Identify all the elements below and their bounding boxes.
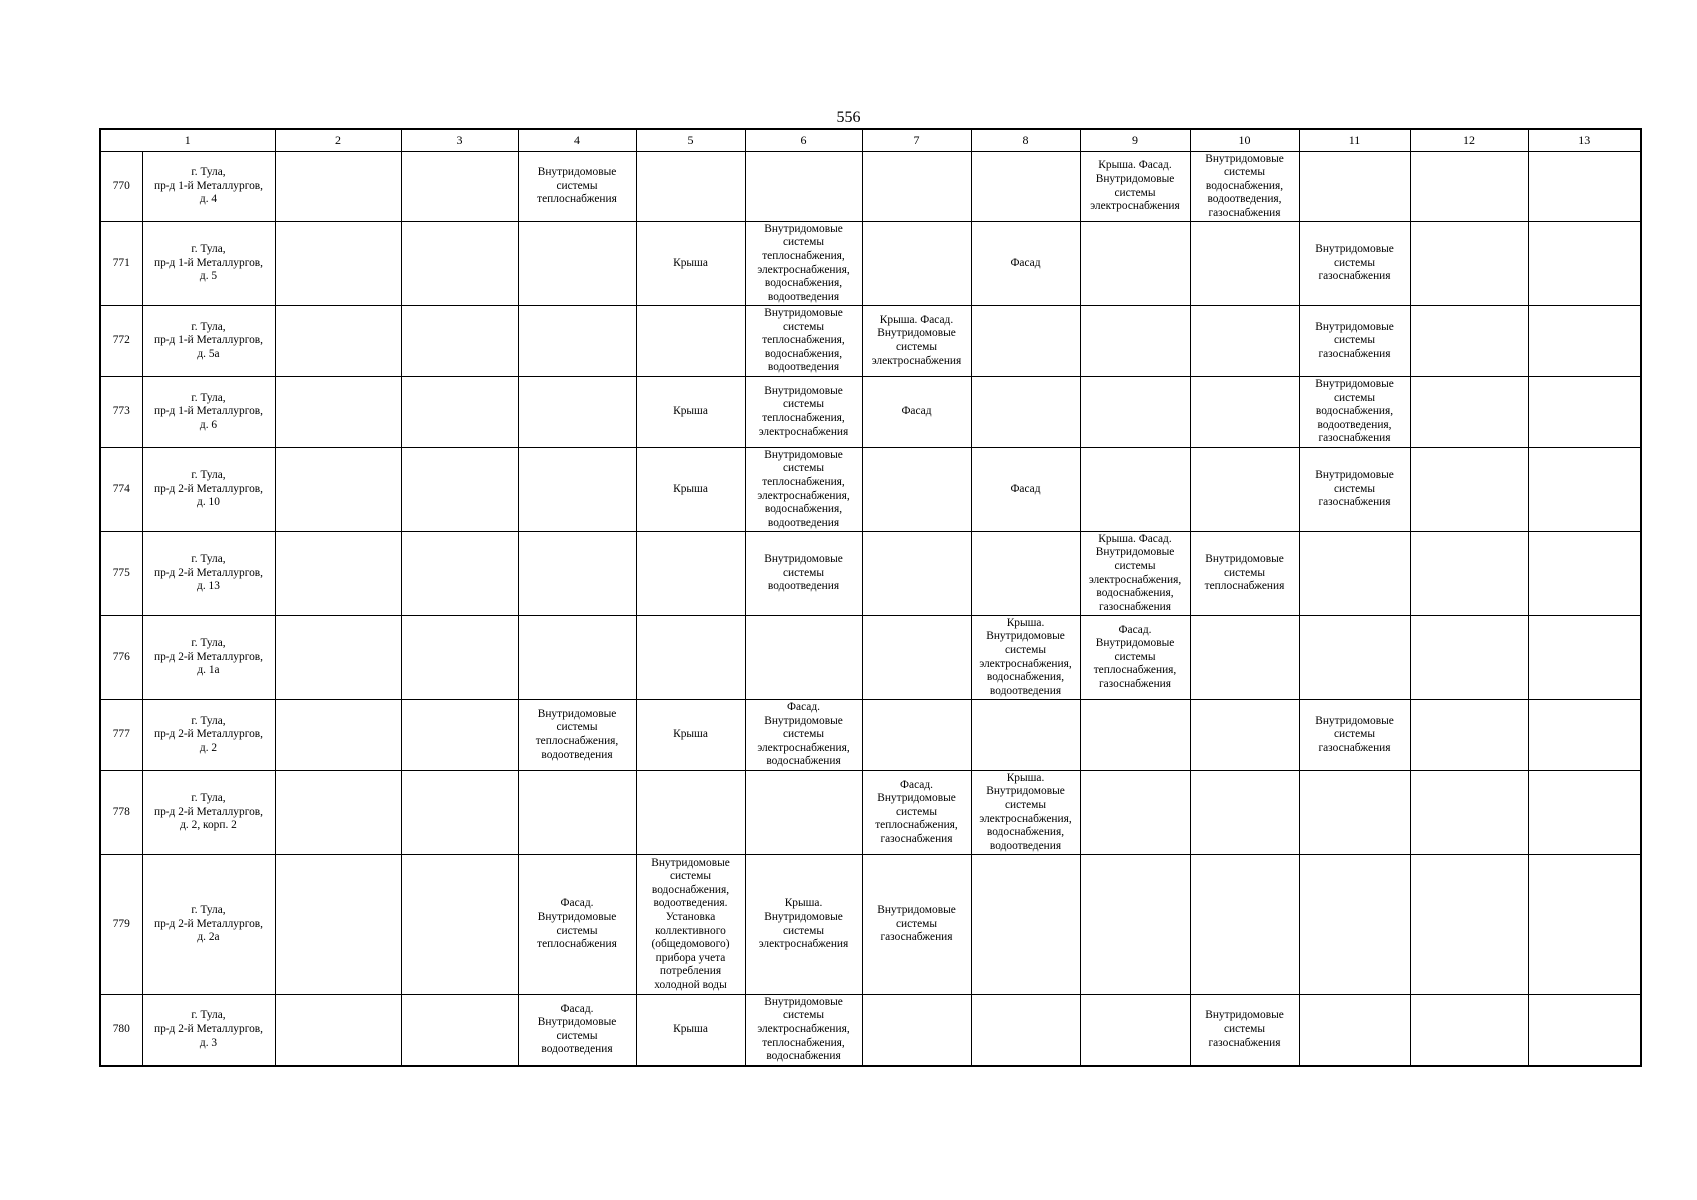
work-cell-col-6	[745, 616, 862, 700]
column-number-row	[100, 129, 1641, 152]
work-cell-col-3	[401, 306, 518, 377]
work-cell-col-12	[1410, 771, 1528, 855]
work-cell-col-3	[401, 700, 518, 771]
work-cell-col-12	[1410, 995, 1528, 1066]
work-cell-col-12	[1410, 532, 1528, 616]
work-cell-col-8: Крыша. Внутридомовые системы электроснабжения, водоснабжения, водоотведения	[971, 771, 1080, 855]
work-cell-col-9	[1080, 771, 1190, 855]
row-number: 778	[100, 771, 142, 855]
work-cell-col-4: Фасад. Внутридомовые системы теплоснабжения	[518, 855, 636, 995]
work-cell-col-6	[745, 152, 862, 222]
work-cell-col-12	[1410, 700, 1528, 771]
work-cell-col-4	[518, 448, 636, 532]
work-cell-col-11	[1299, 152, 1410, 222]
work-cell-col-10	[1190, 222, 1299, 306]
work-cell-col-7	[862, 995, 971, 1066]
work-cell-col-11: Внутридомовые системы газоснабжения	[1299, 448, 1410, 532]
row-number: 774	[100, 448, 142, 532]
work-cell-col-13	[1528, 855, 1641, 995]
work-cell-col-9	[1080, 222, 1190, 306]
work-cell-col-3	[401, 855, 518, 995]
row-number: 780	[100, 995, 142, 1066]
work-cell-col-12	[1410, 448, 1528, 532]
table-row	[100, 855, 1641, 995]
work-cell-col-6: Внутридомовые системы водоотведения	[745, 532, 862, 616]
work-cell-col-3	[401, 616, 518, 700]
work-cell-col-3	[401, 152, 518, 222]
work-cell-col-9	[1080, 855, 1190, 995]
column-header: 8	[971, 129, 1080, 152]
work-cell-col-2	[275, 771, 401, 855]
repair-schedule-table	[99, 128, 1642, 1067]
work-cell-col-10: Внутридомовые системы водоснабжения, водоотведения, газоснабжения	[1190, 152, 1299, 222]
row-number: 773	[100, 377, 142, 448]
work-cell-col-2	[275, 222, 401, 306]
work-cell-col-2	[275, 152, 401, 222]
address-cell: г. Тула, пр-д 2-й Металлургов, д. 2, корп. 2	[142, 771, 275, 855]
work-cell-col-10	[1190, 616, 1299, 700]
work-cell-col-5	[636, 306, 745, 377]
address-cell: г. Тула, пр-д 2-й Металлургов, д. 1а	[142, 616, 275, 700]
column-header: 10	[1190, 129, 1299, 152]
work-cell-col-9	[1080, 306, 1190, 377]
work-cell-col-9	[1080, 377, 1190, 448]
work-cell-col-7: Внутридомовые системы газоснабжения	[862, 855, 971, 995]
table-row	[100, 616, 1641, 700]
work-cell-col-5	[636, 532, 745, 616]
work-cell-col-7: Фасад	[862, 377, 971, 448]
work-cell-col-12	[1410, 377, 1528, 448]
work-cell-col-11	[1299, 532, 1410, 616]
work-cell-col-2	[275, 448, 401, 532]
work-cell-col-9: Фасад. Внутридомовые системы теплоснабжения, газоснабжения	[1080, 616, 1190, 700]
work-cell-col-5	[636, 152, 745, 222]
work-cell-col-8	[971, 377, 1080, 448]
work-cell-col-4	[518, 306, 636, 377]
work-cell-col-2	[275, 700, 401, 771]
work-cell-col-10	[1190, 855, 1299, 995]
work-cell-col-6: Внутридомовые системы теплоснабжения, электроснабжения, водоснабжения, водоотведения	[745, 222, 862, 306]
work-cell-col-4: Внутридомовые системы теплоснабжения, водоотведения	[518, 700, 636, 771]
work-cell-col-4	[518, 222, 636, 306]
column-header: 4	[518, 129, 636, 152]
address-cell: г. Тула, пр-д 2-й Металлургов, д. 3	[142, 995, 275, 1066]
work-cell-col-10	[1190, 306, 1299, 377]
work-cell-col-12	[1410, 152, 1528, 222]
work-cell-col-10: Внутридомовые системы газоснабжения	[1190, 995, 1299, 1066]
work-cell-col-11: Внутридомовые системы водоснабжения, водоотведения, газоснабжения	[1299, 377, 1410, 448]
column-header: 13	[1528, 129, 1641, 152]
work-cell-col-6: Внутридомовые системы теплоснабжения, электроснабжения, водоснабжения, водоотведения	[745, 448, 862, 532]
work-cell-col-8: Фасад	[971, 448, 1080, 532]
work-cell-col-13	[1528, 532, 1641, 616]
work-cell-col-5: Крыша	[636, 700, 745, 771]
table-row	[100, 377, 1641, 448]
work-cell-col-9: Крыша. Фасад. Внутридомовые системы электроснабжения	[1080, 152, 1190, 222]
work-cell-col-12	[1410, 222, 1528, 306]
table-row	[100, 222, 1641, 306]
work-cell-col-13	[1528, 152, 1641, 222]
work-cell-col-4: Внутридомовые системы теплоснабжения	[518, 152, 636, 222]
column-header: 5	[636, 129, 745, 152]
work-cell-col-10: Внутридомовые системы теплоснабжения	[1190, 532, 1299, 616]
work-cell-col-7: Фасад. Внутридомовые системы теплоснабжения, газоснабжения	[862, 771, 971, 855]
work-cell-col-7	[862, 616, 971, 700]
work-cell-col-2	[275, 616, 401, 700]
address-cell: г. Тула, пр-д 1-й Металлургов, д. 4	[142, 152, 275, 222]
work-cell-col-7	[862, 532, 971, 616]
work-cell-col-8: Фасад	[971, 222, 1080, 306]
work-cell-col-8	[971, 995, 1080, 1066]
column-header: 9	[1080, 129, 1190, 152]
work-cell-col-5	[636, 771, 745, 855]
work-cell-col-2	[275, 377, 401, 448]
work-cell-col-13	[1528, 448, 1641, 532]
work-cell-col-10	[1190, 448, 1299, 532]
address-cell: г. Тула, пр-д 2-й Металлургов, д. 10	[142, 448, 275, 532]
work-cell-col-9	[1080, 995, 1190, 1066]
work-cell-col-8	[971, 855, 1080, 995]
work-cell-col-11	[1299, 855, 1410, 995]
address-cell: г. Тула, пр-д 2-й Металлургов, д. 2а	[142, 855, 275, 995]
address-cell: г. Тула, пр-д 2-й Металлургов, д. 2	[142, 700, 275, 771]
column-header: 2	[275, 129, 401, 152]
work-cell-col-12	[1410, 616, 1528, 700]
work-cell-col-3	[401, 448, 518, 532]
table-row	[100, 700, 1641, 771]
work-cell-col-11: Внутридомовые системы газоснабжения	[1299, 700, 1410, 771]
work-cell-col-13	[1528, 377, 1641, 448]
work-cell-col-11	[1299, 616, 1410, 700]
work-cell-col-13	[1528, 616, 1641, 700]
work-cell-col-5	[636, 616, 745, 700]
work-cell-col-8	[971, 152, 1080, 222]
address-cell: г. Тула, пр-д 1-й Металлургов, д. 5а	[142, 306, 275, 377]
work-cell-col-7	[862, 222, 971, 306]
work-cell-col-11: Внутридомовые системы газоснабжения	[1299, 306, 1410, 377]
page-number: 556	[836, 109, 861, 126]
work-cell-col-3	[401, 222, 518, 306]
work-cell-col-4	[518, 532, 636, 616]
work-cell-col-13	[1528, 222, 1641, 306]
work-cell-col-5: Крыша	[636, 222, 745, 306]
work-cell-col-4: Фасад. Внутридомовые системы водоотведения	[518, 995, 636, 1066]
work-cell-col-7	[862, 152, 971, 222]
address-cell: г. Тула, пр-д 1-й Металлургов, д. 5	[142, 222, 275, 306]
work-cell-col-6: Фасад. Внутридомовые системы электроснабжения, водоснабжения	[745, 700, 862, 771]
work-cell-col-5: Внутридомовые системы водоснабжения, водоотведения. Установка коллективного (общедомового) прибора учета потребления холодной воды	[636, 855, 745, 995]
table-row	[100, 771, 1641, 855]
work-cell-col-3	[401, 532, 518, 616]
work-cell-col-12	[1410, 306, 1528, 377]
work-cell-col-11	[1299, 771, 1410, 855]
work-cell-col-8	[971, 700, 1080, 771]
work-cell-col-10	[1190, 771, 1299, 855]
table-row	[100, 532, 1641, 616]
work-cell-col-4	[518, 616, 636, 700]
column-header: 3	[401, 129, 518, 152]
table-row	[100, 448, 1641, 532]
work-cell-col-8	[971, 306, 1080, 377]
work-cell-col-6	[745, 771, 862, 855]
work-cell-col-3	[401, 377, 518, 448]
column-header: 6	[745, 129, 862, 152]
work-cell-col-3	[401, 995, 518, 1066]
column-header: 7	[862, 129, 971, 152]
work-cell-col-9: Крыша. Фасад. Внутридомовые системы электроснабжения, водоснабжения, газоснабжения	[1080, 532, 1190, 616]
work-cell-col-7: Крыша. Фасад. Внутридомовые системы электроснабжения	[862, 306, 971, 377]
work-cell-col-6: Внутридомовые системы теплоснабжения, электроснабжения	[745, 377, 862, 448]
work-cell-col-5: Крыша	[636, 448, 745, 532]
work-cell-col-11	[1299, 995, 1410, 1066]
table-row	[100, 995, 1641, 1066]
column-header: 1	[100, 129, 275, 152]
work-cell-col-7	[862, 700, 971, 771]
address-cell: г. Тула, пр-д 2-й Металлургов, д. 13	[142, 532, 275, 616]
work-cell-col-2	[275, 855, 401, 995]
column-header: 11	[1299, 129, 1410, 152]
table-body	[100, 152, 1641, 1066]
work-cell-col-6: Крыша. Внутридомовые системы электроснабжения	[745, 855, 862, 995]
work-cell-col-6: Внутридомовые системы теплоснабжения, водоснабжения, водоотведения	[745, 306, 862, 377]
work-cell-col-4	[518, 771, 636, 855]
work-cell-col-9	[1080, 700, 1190, 771]
work-cell-col-3	[401, 771, 518, 855]
work-cell-col-9	[1080, 448, 1190, 532]
row-number: 771	[100, 222, 142, 306]
work-cell-col-5: Крыша	[636, 377, 745, 448]
work-cell-col-4	[518, 377, 636, 448]
work-cell-col-10	[1190, 377, 1299, 448]
work-cell-col-13	[1528, 306, 1641, 377]
work-cell-col-13	[1528, 700, 1641, 771]
work-cell-col-10	[1190, 700, 1299, 771]
row-number: 772	[100, 306, 142, 377]
table-row	[100, 306, 1641, 377]
row-number: 779	[100, 855, 142, 995]
row-number: 776	[100, 616, 142, 700]
row-number: 777	[100, 700, 142, 771]
work-cell-col-6: Внутридомовые системы электроснабжения, теплоснабжения, водоснабжения	[745, 995, 862, 1066]
address-cell: г. Тула, пр-д 1-й Металлургов, д. 6	[142, 377, 275, 448]
work-cell-col-8: Крыша. Внутридомовые системы электроснабжения, водоснабжения, водоотведения	[971, 616, 1080, 700]
work-cell-col-13	[1528, 771, 1641, 855]
work-cell-col-12	[1410, 855, 1528, 995]
row-number: 775	[100, 532, 142, 616]
work-cell-col-13	[1528, 995, 1641, 1066]
table-row	[100, 152, 1641, 222]
work-cell-col-2	[275, 995, 401, 1066]
work-cell-col-5: Крыша	[636, 995, 745, 1066]
work-cell-col-8	[971, 532, 1080, 616]
row-number: 770	[100, 152, 142, 222]
work-cell-col-7	[862, 448, 971, 532]
work-cell-col-2	[275, 532, 401, 616]
column-header: 12	[1410, 129, 1528, 152]
work-cell-col-11: Внутридомовые системы газоснабжения	[1299, 222, 1410, 306]
work-cell-col-2	[275, 306, 401, 377]
